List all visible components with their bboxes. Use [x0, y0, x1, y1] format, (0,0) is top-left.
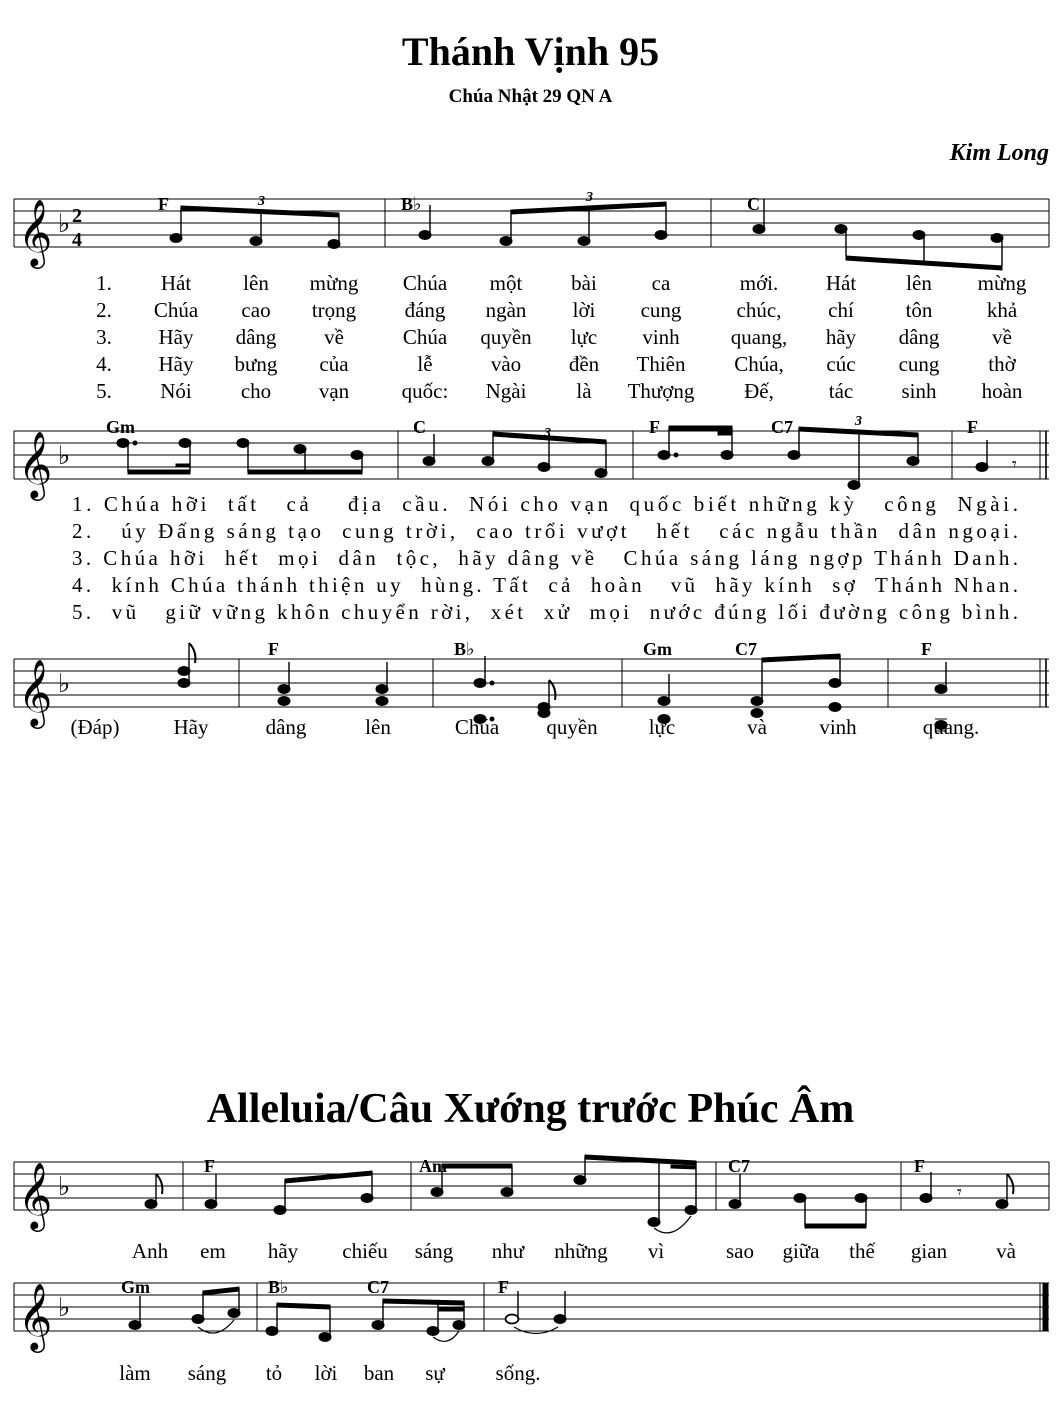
lyric-syllable: mừng — [977, 271, 1027, 295]
note — [578, 237, 590, 246]
verse-line-2 — [96, 298, 1018, 322]
chord-symbol: C — [413, 417, 426, 437]
lyric-syllable: Anh — [131, 1239, 169, 1263]
lyric-syllable: sáng — [414, 1239, 454, 1263]
note — [170, 234, 182, 243]
flat-key-icon: ♭ — [58, 1293, 71, 1323]
lyric-syllable: lên — [243, 271, 269, 295]
lyric-syllable: về — [324, 325, 344, 349]
lyric-syllable: Hát — [825, 271, 857, 295]
lyric-syllable: lời — [314, 1361, 338, 1385]
verse-line-4 — [96, 352, 1016, 376]
lyric-syllable: quyền — [480, 325, 532, 349]
lyric-syllable: cung — [640, 298, 682, 322]
lyric-syllable: vì — [647, 1239, 665, 1263]
lyric-syllable: lên — [906, 271, 932, 295]
lyric-syllable: Hãy — [158, 325, 194, 349]
eighth-rest-icon: 𝄾 — [957, 1182, 962, 1203]
note — [500, 237, 512, 246]
lyric-syllable: ca — [651, 271, 671, 295]
lyric-syllable: 4. — [96, 352, 112, 376]
lyric-syllable: giữa — [782, 1239, 820, 1263]
lyric-syllable: quốc: — [401, 379, 449, 403]
eighth-rest-icon: 𝄾 — [1012, 454, 1017, 475]
lyric-syllable: dâng — [235, 325, 277, 349]
note — [328, 240, 340, 249]
lyric-syllable: vinh — [642, 325, 680, 349]
lyric-syllable: em — [200, 1239, 226, 1263]
verse-line-2: 2. úy Đấng sáng tạo cung trời, cao trổi vượt hết các ngẫu thần dân ngoại. — [72, 519, 1018, 543]
lyric-syllable: vạn — [318, 379, 350, 403]
lyric-syllable: về — [992, 325, 1012, 349]
lyric-syllable: vinh — [819, 715, 857, 739]
lyric-syllable: hoàn — [981, 379, 1023, 403]
chord-symbol: F — [158, 194, 169, 214]
lyric-syllable: lời — [572, 298, 596, 322]
flat-key-icon: ♭ — [58, 209, 71, 239]
chord-symbol: F — [921, 639, 932, 659]
page-subtitle: Chúa Nhật 29 QN A — [448, 86, 613, 107]
lyric-syllable: Chúa — [402, 271, 448, 295]
refrain-lyrics — [71, 715, 980, 739]
lyric-syllable: Hãy — [158, 352, 194, 376]
lyric-syllable: tôn — [905, 298, 933, 322]
lyric-syllable: sao — [726, 1239, 754, 1263]
lyric-syllable: (Đáp) — [70, 715, 120, 739]
time-signature-bottom: 4 — [72, 229, 82, 251]
chord-symbol: Gm — [106, 417, 135, 437]
chord-symbol: C7 — [728, 1156, 750, 1176]
lyric-syllable: quang, — [730, 325, 788, 349]
chord-symbol: B♭ — [401, 194, 422, 214]
lyric-syllable: dâng — [265, 715, 307, 739]
verse-line-1: 1. Chúa hỡi tất cả địa cầu. Nói cho vạn quốc biết những kỳ công Ngài. — [72, 492, 1019, 516]
chord-symbol: B♭ — [454, 639, 475, 659]
lyric-syllable: thế — [849, 1239, 875, 1263]
chord-symbol: F — [204, 1156, 215, 1176]
lyric-syllable: một — [489, 271, 523, 295]
lyric-syllable: quyền — [546, 715, 598, 739]
tuplet-mark: 3 — [855, 414, 862, 429]
tuplet-mark: 3 — [544, 426, 551, 441]
chord-symbol: C7 — [735, 639, 757, 659]
lyric-syllable: hãy — [825, 325, 857, 349]
treble-clef-icon: 𝄞 — [18, 198, 53, 266]
chord-symbol: Am — [419, 1156, 447, 1176]
chord-symbol: Gm — [643, 639, 672, 659]
chord-symbol: C7 — [367, 1277, 389, 1297]
lyric-syllable: những — [554, 1239, 608, 1263]
verse-line-3 — [96, 325, 1012, 349]
lyric-syllable: 1. — [96, 271, 112, 295]
alleluia-lyrics-line-1 — [132, 1239, 1017, 1263]
lyric-syllable: dâng — [898, 325, 940, 349]
lyric-syllable: Hãy — [173, 715, 209, 739]
verse-lyrics-system-2 — [72, 492, 1018, 624]
lyric-syllable: ban — [363, 1361, 395, 1385]
lyric-syllable: thờ — [988, 352, 1016, 376]
flat-key-icon: ♭ — [58, 441, 71, 471]
page-title: Thánh Vịnh 95 — [401, 29, 660, 74]
lyric-syllable: Thượng — [627, 379, 695, 403]
lyric-syllable: đền — [568, 352, 600, 376]
note — [753, 225, 765, 234]
treble-clef-icon: 𝄞 — [18, 430, 53, 498]
lyric-syllable: 3. — [96, 325, 112, 349]
verse-line-4: 4. kính Chúa thánh thiện uy hùng. Tất cả hoàn vũ hãy kính sợ Thánh Nhan. — [72, 573, 1019, 597]
verse-lyrics-system-1 — [96, 271, 1027, 403]
lyric-syllable: đáng — [404, 298, 446, 322]
note — [419, 231, 431, 240]
lyric-syllable: và — [996, 1239, 1016, 1263]
chord-symbol: F — [967, 417, 978, 437]
lyric-syllable: Nói — [160, 379, 192, 403]
lyric-syllable: quang. — [922, 715, 980, 739]
composer-name: Kim Long — [949, 140, 1049, 166]
lyric-syllable: là — [576, 379, 592, 403]
chord-symbol: F — [914, 1156, 925, 1176]
lyric-syllable: chiếu — [342, 1239, 388, 1263]
lyric-syllable: lên — [365, 715, 391, 739]
chord-symbol: F — [498, 1277, 509, 1297]
tuplet-mark: 3 — [586, 190, 593, 205]
lyric-syllable: chúc, — [736, 298, 782, 322]
verse-line-5 — [96, 379, 1023, 403]
lyric-syllable: sự — [425, 1361, 445, 1385]
chord-symbol: F — [649, 417, 660, 437]
chord-symbol: C — [747, 194, 760, 214]
lyric-syllable: bài — [571, 271, 597, 295]
section-title-alleluia: Alleluia/Câu Xướng trước Phúc Âm — [206, 1086, 855, 1132]
lyric-syllable: cho — [240, 379, 272, 403]
lyric-syllable: Ngài — [485, 379, 527, 403]
treble-clef-icon: 𝄞 — [18, 1161, 53, 1229]
note — [913, 231, 925, 240]
flat-key-icon: ♭ — [58, 669, 71, 699]
lyric-syllable: ngàn — [485, 298, 527, 322]
staff-system-5 — [14, 1277, 1049, 1385]
verse-line-3: 3. Chúa hỡi hết mọi dân tộc, hãy dâng về Chúa sáng láng ngợp Thánh Danh. — [72, 546, 1018, 570]
lyric-syllable: Thiên — [636, 352, 686, 376]
lyric-syllable: Chúa — [402, 325, 448, 349]
lyric-syllable: chí — [828, 298, 854, 322]
lyric-syllable: tác — [828, 379, 854, 403]
chord-symbol: B♭ — [268, 1277, 289, 1297]
note — [250, 237, 262, 246]
staff-system-2 — [14, 414, 1049, 624]
lyric-syllable: hãy — [267, 1239, 299, 1263]
lyric-syllable: Hát — [160, 271, 192, 295]
lyric-syllable: của — [319, 352, 349, 376]
lyric-syllable: lễ — [417, 352, 433, 376]
tuplet-mark: 3 — [258, 194, 265, 209]
lyric-syllable: mừng — [309, 271, 359, 295]
lyric-syllable: vào — [490, 352, 522, 376]
lyric-syllable: gian — [910, 1239, 948, 1263]
lyric-syllable: 5. — [96, 379, 112, 403]
lyric-syllable: mới. — [739, 271, 779, 295]
staff-system-4 — [14, 1155, 1049, 1263]
treble-clef-icon: 𝄞 — [18, 658, 53, 726]
chord-symbol: C7 — [771, 417, 793, 437]
flat-key-icon: ♭ — [58, 1172, 71, 1202]
lyric-syllable: sống. — [495, 1361, 541, 1385]
lyric-syllable: Chúa — [454, 715, 500, 739]
lyric-syllable: Chúa, — [734, 352, 784, 376]
note — [655, 231, 667, 240]
lyric-syllable: làm — [119, 1361, 151, 1385]
lyric-syllable: sinh — [901, 379, 937, 403]
lyric-syllable: cúc — [826, 352, 856, 376]
alleluia-lyrics-line-2 — [119, 1361, 540, 1385]
lyric-syllable: lực — [570, 325, 598, 349]
lyric-syllable: Đế, — [744, 379, 774, 403]
time-signature-top: 2 — [72, 205, 82, 227]
note — [835, 225, 847, 234]
lyric-syllable: bưng — [234, 352, 278, 376]
lyric-syllable: và — [747, 715, 767, 739]
lyric-syllable: sáng — [187, 1361, 227, 1385]
lyric-syllable: như — [491, 1239, 525, 1263]
lyric-syllable: lực — [648, 715, 676, 739]
chord-symbol: F — [268, 639, 279, 659]
lyric-syllable: trọng — [311, 298, 357, 322]
lyric-syllable: cung — [898, 352, 940, 376]
lyric-syllable: 2. — [96, 298, 112, 322]
staff-system-1 — [14, 190, 1049, 403]
note — [991, 234, 1003, 243]
treble-clef-icon: 𝄞 — [18, 1282, 53, 1350]
chord-symbol: Gm — [121, 1277, 150, 1297]
staff-system-3-refrain — [14, 639, 1049, 739]
lyric-syllable: cao — [241, 298, 271, 322]
lyric-syllable: tỏ — [265, 1361, 283, 1385]
verse-line-1 — [96, 271, 1027, 295]
lyric-syllable: Chúa — [153, 298, 199, 322]
verse-line-5: 5. vũ giữ vững khôn chuyển rời, xét xử mọi nước đúng lối đường công bình. — [72, 600, 1019, 624]
lyric-syllable: khả — [986, 298, 1018, 322]
